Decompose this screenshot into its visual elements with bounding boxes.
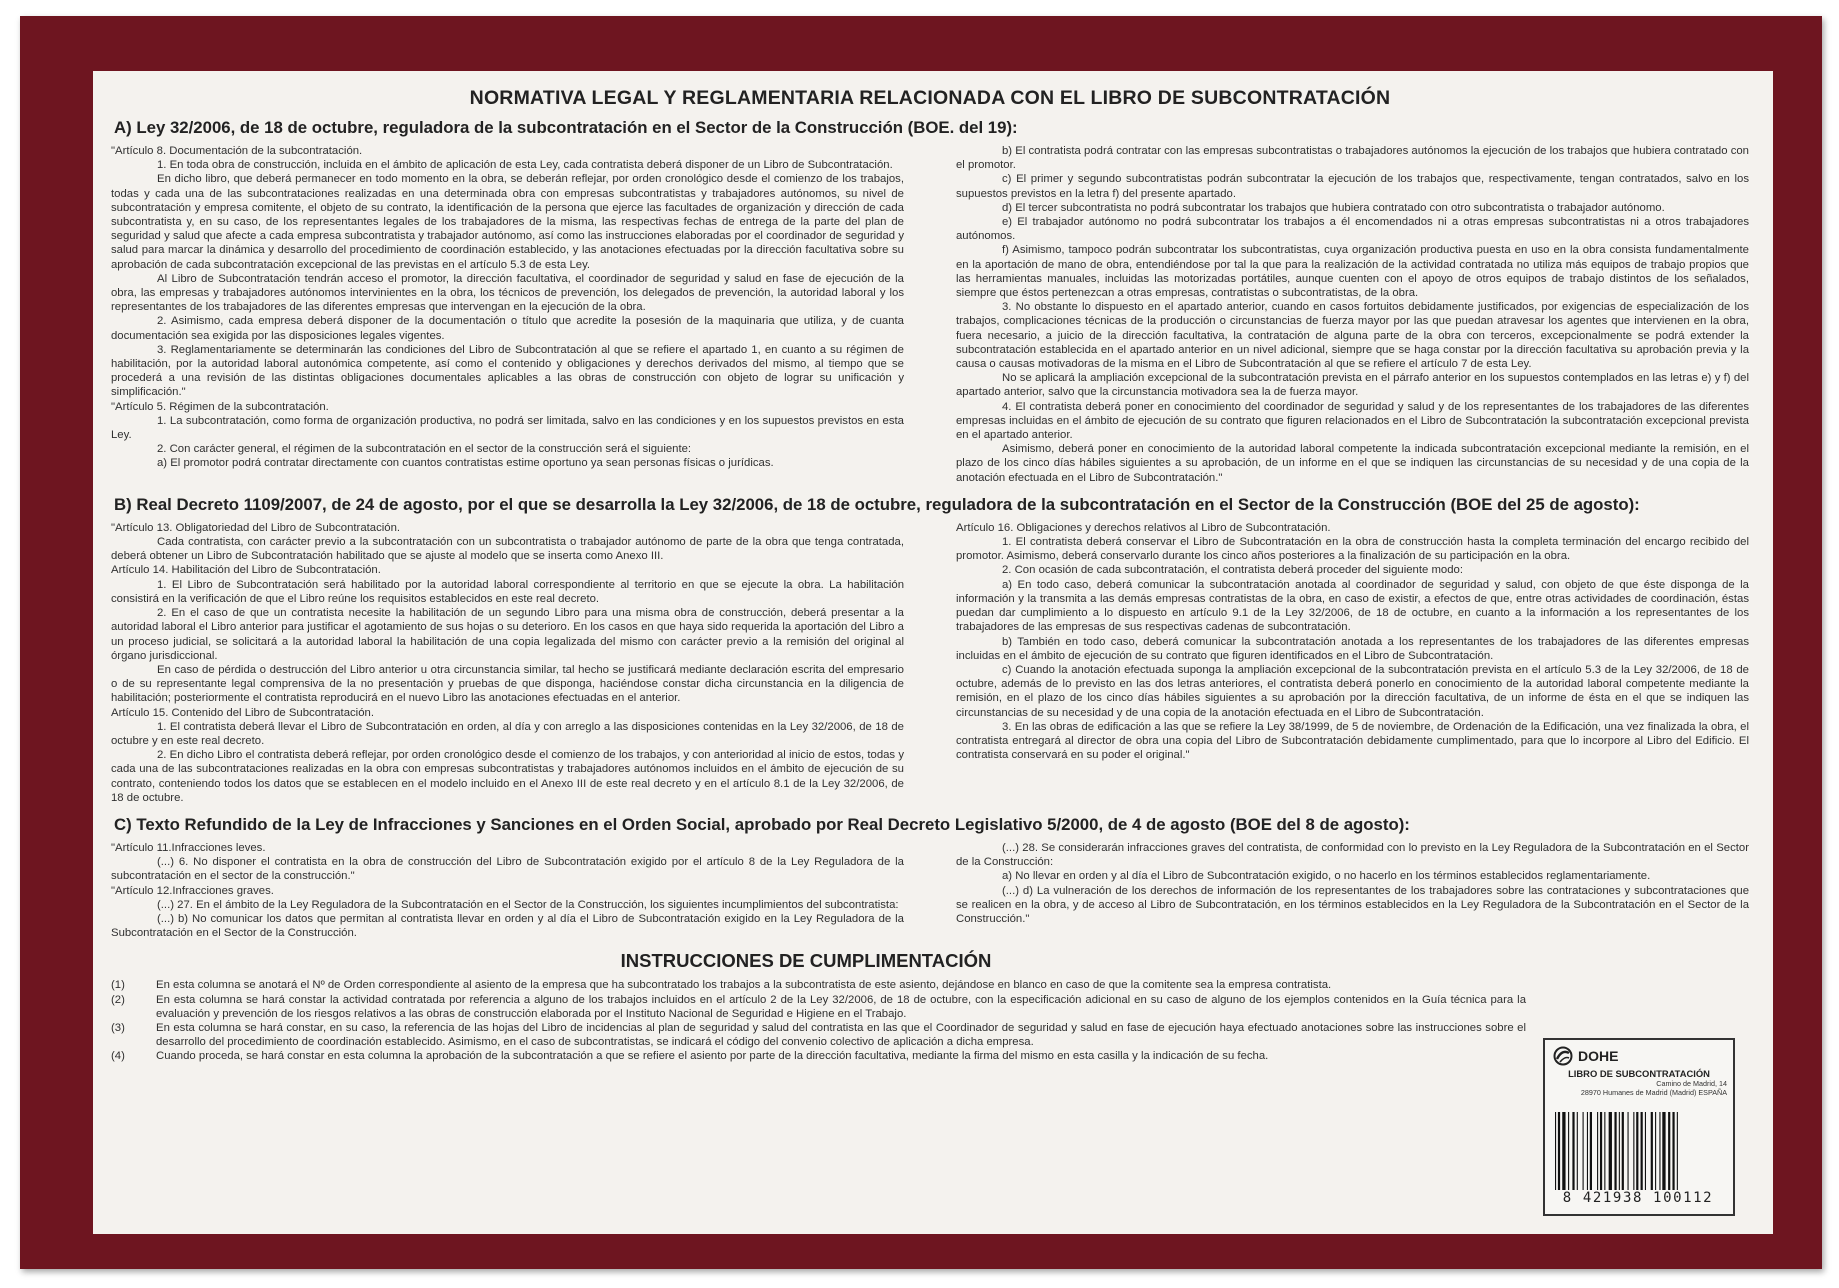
barcode-bar <box>1655 1112 1656 1190</box>
barcode-bar <box>1636 1112 1638 1190</box>
legal-paragraph: "Artículo 11.Infracciones leves. <box>111 841 266 854</box>
legal-paragraph: "Artículo 5. Régimen de la subcontratación. <box>111 400 329 413</box>
legal-paragraph: a) El promotor podrá contratar directamente con cuantos contratistas estime oportuno ya sean personas físicas o jurídicas. <box>157 457 774 470</box>
barcode-bar <box>1604 1112 1605 1190</box>
sheet-content <box>111 87 1749 1064</box>
barcode-bar <box>1662 1112 1665 1190</box>
barcode-bar <box>1562 1112 1565 1190</box>
legal-paragraph: (...) 27. En el ámbito de la Ley Reguladora de la Subcontratación en el Sector de la Construcción, los siguientes incumplimientos del subcontratista: <box>157 898 899 911</box>
legal-paragraph: 1. La subcontratación, como forma de organización productiva, no podrá ser limitada, salvo en las condiciones y en los supuestos previstos en esta Ley. <box>111 414 904 442</box>
legal-paragraph: Artículo 16. Obligaciones y derechos relativos al Libro de Subcontratación. <box>956 521 1331 534</box>
section-a <box>111 118 1749 485</box>
legal-paragraph: (...) d) La vulneración de los derechos de información de los representantes de los trabajadores sobre las contrataciones y subcontrataciones que se realicen en la obra, y de acceso al Libro de Subcontratación, en los términos establecidos en la Ley Reguladora de la Subcontratación en el Sector de la Construcción." <box>956 884 1749 925</box>
instruction-text: En esta columna se hará constar, en su caso, la referencia de las hojas del Libro de incidencias al plan de seguridad y salud del contratista en las que el Coordinador de seguridad y salud en fase de ejecución haya efectuado anotaciones sobre las instrucciones sobre el desarrollo del procedimiento de coordinación establecido. Asimismo, en el caso de subcontratistas, se indicará el código del convenio colectivo de aplicación a dicha empresa. <box>156 1021 1526 1049</box>
section-c-left-column <box>111 841 904 940</box>
instructions-title: INSTRUCCIONES DE CUMPLIMENTACIÓN <box>620 950 992 972</box>
instruction-text: Cuando proceda, se hará constar en esta columna la aprobación de la subcontratación a que se refiere el asiento por parte de la dirección facultativa, mediante la firma del mismo en esta casilla y la indicación de su fecha. <box>156 1050 1269 1063</box>
barcode-bar <box>1668 1112 1670 1190</box>
section-a-right-column <box>956 144 1749 485</box>
section-c-heading: C) Texto Refundido de la Ley de Infracciones y Sanciones en el Orden Social, aprobado por Real Decreto Legislativo 5/2000, de 4 de agosto (BOE del 8 de agosto): <box>114 814 1410 834</box>
legal-paragraph: 3. No obstante lo dispuesto en el apartado anterior, cuando en casos fortuitos debidamente justificados, por exigencias de especialización de los trabajos, complicaciones técnicas de la producción o circunstancias de fuerza mayor por las que puedan atravesar los agentes que intervienen en la obra, fuera necesario, a juicio de la dirección facultativa, la contratación de alguna parte de la obra con terceros, excepcionalmente se podrá extender la subcontratación establecida en el apartado anterior en un nivel adicional, siempre que se haga constar por la dirección facultativa su aprobación previa y la causa o causas motivadoras de la misma en el Libro de Subcontratación al que se refiere el artículo 7 de esta Ley. <box>956 301 1749 371</box>
instruction-number: (2) <box>111 993 125 1006</box>
instruction-number: (4) <box>111 1050 125 1063</box>
section-b-right-column <box>956 521 1749 805</box>
legal-paragraph: b) El contratista podrá contratar con las empresas subcontratistas o trabajadores autónomos la ejecución de los trabajos que hubiera contratado con el promotor. <box>956 145 1749 172</box>
legal-paragraph: 4. El contratista deberá poner en conocimiento del coordinador de seguridad y salud y de los representantes de los trabajadores de las diferentes empresas incluidas en el ámbito de ejecución de su contrato que figuren relacionados en el Libro de Subcontratación la subcontratación excepcional prevista en el apartado anterior. <box>956 400 1749 442</box>
barcode-bar <box>1622 1112 1624 1190</box>
section-c-right-column <box>956 841 1749 940</box>
instruction-text: En esta columna se hará constar la actividad contratada por referencia a alguno de los trabajos incluidos en el artículo 2 de la Ley 32/2006, de 18 de octubre, con la especificación adicional en su caso de alguno de los ejemplos contenidos en la Guía técnica para la evaluación y prevención de los riesgos relativos a las obras de construcción elaborada por el Instituto Nacional de Seguridad e Higiene en el Trabajo. <box>156 993 1526 1020</box>
brand-name: DOHE <box>1578 1048 1619 1064</box>
publisher-label <box>1543 1038 1735 1216</box>
barcode-bar <box>1677 1112 1678 1190</box>
section-b <box>111 495 1749 805</box>
instruction-text: En esta columna se anotará el Nº de Orden correspondiente al asiento de la empresa que ha subcontratado los trabajos a la subcontratista de este asiento, dejándose en blanco en caso de que la comitente sea la empresa contratista. <box>156 979 1332 992</box>
legal-paragraph: 1. En toda obra de construcción, incluida en el ámbito de aplicación de esta Ley, cada contratista deberá disponer de un Libro de Subcontratación. <box>157 159 893 172</box>
legal-paragraph: No se aplicará la ampliación excepcional de la subcontratación prevista en el párrafo anterior en los supuestos contemplados en las letras e) y f) del apartado anterior, salvo que la circunstancia motivadora sea la de fuerza mayor. <box>956 372 1749 399</box>
section-a-left-column <box>111 144 904 485</box>
barcode-icon <box>1551 1112 1723 1192</box>
legal-paragraph: a) No llevar en orden y al día el Libro de Subcontratación exigido, o no hacerlo en los términos establecidos reglamentariamente. <box>1002 870 1651 883</box>
legal-paragraph: 1. El Libro de Subcontratación será habilitado por la autoridad laboral correspondiente al territorio en que se ejecute la obra. La habilitación consistirá en la verificación de que el Libro reúne los requisitos establecidos en este real decreto. <box>111 578 904 605</box>
section-c <box>111 815 1749 940</box>
legal-paragraph: b) También en todo caso, deberá comunicar la subcontratación anotada a los representantes de los trabajadores de las diferentes empresas incluidas en el ámbito de ejecución de su contrato que figuren identificados en el Libro de Subcontratación. <box>956 635 1749 662</box>
barcode-bar <box>1641 1112 1643 1190</box>
legal-paragraph: "Artículo 12.Infracciones graves. <box>111 884 274 897</box>
legal-paragraph: c) Cuando la anotación efectuada suponga la ampliación excepcional de la subcontratación prevista en el artículo 5.3 de la Ley 32/2006, de 18 de octubre, además de lo previsto en las dos letras anteriores, el contratista deberá ponerlo en conocimiento de la autoridad laboral competente mediante la remisión, en el plazo de los cinco días hábiles siguientes a su aprobación por la dirección facultativa, de un informe de ésta en el que se indiquen las circunstancias de su necesidad y de una copia de la anotación efectuada en el Libro de Subcontratación. <box>956 663 1749 719</box>
barcode-bar <box>1577 1112 1578 1190</box>
book-cover <box>20 16 1822 1269</box>
legal-paragraph: 3. Reglamentariamente se determinarán las condiciones del Libro de Subcontratación al que se refiere el apartado 1, en cuanto a su régimen de habilitación, por la autoridad laboral autonómica competente, así como el contenido y obligaciones y derechos derivados del mismo, al tiempo que se procederá a una revisión de las distintas obligaciones documentales aplicables a las obras de construcción con objeto de lograr su unificación y simplificación." <box>111 343 904 399</box>
barcode-bar <box>1583 1112 1584 1190</box>
instruction-item <box>111 1021 1526 1049</box>
legal-paragraph: Al Libro de Subcontratación tendrán acceso el promotor, la dirección facultativa, el coordinador de seguridad y salud en fase de ejecución de la obra, las empresas y trabajadores autónomos intervinientes en la obra, los técnicos de prevención, los delegados de prevención, la autoridad laboral y los representantes de los trabajadores de las diferentes empresas que intervengan en la ejecución de la obra. <box>111 272 904 314</box>
barcode-bar <box>1558 1112 1560 1190</box>
legal-paragraph: (...) 28. Se considerarán infracciones graves del contratista, de conformidad con lo previsto en la Ley Reguladora de la Subcontratación en el Sector de la Construcción: <box>956 841 1749 869</box>
legal-paragraph: Cada contratista, con carácter previo a la subcontratación con un subcontratista o trabajador autónomo de parte de la obra que tenga contratada, deberá obtener un Libro de Subcontratación habilitado que se ajuste al modelo que se inserta como Anexo III. <box>111 536 904 563</box>
instructions-list <box>111 978 1526 1063</box>
barcode-bar <box>1609 1112 1612 1190</box>
legal-paragraph: c) El primer y segundo subcontratistas podrán subcontratar la ejecución de los trabajos que, respectivamente, tengan contratados, salvo en los supuestos previstos en la letra f) del presente apartado. <box>956 173 1749 200</box>
instruction-number: (1) <box>111 979 125 992</box>
page-title: NORMATIVA LEGAL Y REGLAMENTARIA RELACIONADA CON EL LIBRO DE SUBCONTRATACIÓN <box>469 87 1391 109</box>
barcode-bar <box>1633 1112 1634 1190</box>
address-line-1: Camino de Madrid, 14 <box>1656 1079 1727 1088</box>
barcode-bar <box>1651 1112 1653 1190</box>
section-a-heading: A) Ley 32/2006, de 18 de octubre, reguladora de la subcontratación en el Sector de la Construcción (BOE. del 19): <box>114 118 1018 137</box>
legal-paragraph: Asimismo, deberá poner en conocimiento de la autoridad laboral competente la indicada subcontratación excepcional mediante la remisión, en el plazo de los cinco días hábiles siguientes a su aprobación, de un informe en el que se indiquen las circunstancias de su necesidad y de una copia de la anotación efectuada en el Libro de Subcontratación." <box>956 443 1749 484</box>
barcode-bar <box>1568 1112 1569 1190</box>
legal-paragraph: (...) b) No comunicar los datos que permitan al contratista llevar en orden y al día el Libro de Subcontratación exigido en la Ley Reguladora de la Subcontratación en el Sector de la Construcción. <box>111 912 904 940</box>
barcode-bar <box>1672 1112 1674 1190</box>
barcode-bar <box>1659 1112 1660 1190</box>
legal-paragraph: (...) 6. No disponer el contratista en la obra de construcción del Libro de Subcontratación exigido por el artículo 8 de la Ley Reguladora de la subcontratación en el sector de la construcción." <box>111 856 904 883</box>
legal-paragraph: e) El trabajador autónomo no podrá subcontratar los trabajos a él encomendados ni a otras empresas subcontratistas ni a otros trabajadores autónomos. <box>956 216 1749 243</box>
section-b-heading: B) Real Decreto 1109/2007, de 24 de agosto, por el que se desarrolla la Ley 32/2006, de 18 de octubre, reguladora de la subcontratación en el Sector de la Construcción (BOE del 25 de agosto): <box>114 494 1640 514</box>
section-b-left-column <box>111 521 904 805</box>
barcode-bar <box>1572 1112 1574 1190</box>
legal-paragraph: 2. Asimismo, cada empresa deberá disponer de la documentación o título que acredite la posesión de la maquinaria que utiliza, y de cuanta documentación sea exigida por las disposiciones legales vigentes. <box>111 315 904 342</box>
barcode-bar <box>1590 1112 1592 1190</box>
barcode-bar <box>1619 1112 1620 1190</box>
legal-paragraph: 1. El contratista deberá llevar el Libro de Subcontratación en orden, al día y con arreglo a las disposiciones contenidas en la Ley 32/2006, de 18 de octubre y en este real decreto. <box>111 720 904 747</box>
legal-paragraph: "Artículo 13. Obligatoriedad del Libro de Subcontratación. <box>111 521 401 534</box>
instruction-number: (3) <box>111 1021 125 1034</box>
legal-paragraph: 3. En las obras de edificación a las que se refiere la Ley 38/1999, de 5 de noviembre, de Ordenación de la Edificación, una vez finalizada la obra, el contratista entregará al director de obra una copia del Libro de Subcontratación debidamente cumplimentado, para que lo incorpore al Libro del Edificio. El contratista conservará en su poder el original." <box>956 720 1749 762</box>
legal-paragraph: f) Asimismo, tampoco podrán subcontratar los subcontratistas, cuya organización productiva puesta en uso en la obra consista fundamentalmente en la aportación de mano de obra, entendiéndose por tal la que para la realización de la actividad contratada no utiliza más equipos de trabajo propios que las herramientas manuales, incluidas las motorizadas portátiles, aunque cuenten con el apoyo de otros equipos de trabajo distintos de los señalados, siempre que éstos pertenezcan a otras empresas, contratistas o subcontratistas, de la obra. <box>956 244 1749 300</box>
barcode-bar <box>1587 1112 1588 1190</box>
legal-paragraph: Artículo 15. Contenido del Libro de Subcontratación. <box>111 706 374 719</box>
legal-paragraph: 2. En el caso de que un contratista necesite la habilitación de un segundo Libro para una misma obra de construcción, deberá presentar a la autoridad laboral el Libro anterior para justificar el agotamiento de sus hojas o su deterioro. En los casos en que haya sido requerida la aportación del Libro a un proceso judicial, se solicitará a la autoridad laboral la habilitación de una copia legalizada del mismo con carácter previo a la remisión del original al órgano jurisdiccional. <box>111 607 904 662</box>
product-name: LIBRO DE SUBCONTRATACIÓN <box>1568 1068 1710 1079</box>
legal-paragraph: En caso de pérdida o destrucción del Libro anterior u otra circunstancia similar, tal hecho se justificará mediante declaración escrita del empresario o de su representante legal comprensiva de la no presentación y pruebas de que disponga, haciéndose constar dicha circunstancia en la diligencia de habilitación; posteriormente el contratista reproducirá en el nuevo Libro las anotaciones efectuadas en el anterior. <box>111 663 904 705</box>
instruction-item <box>111 1049 1526 1063</box>
legal-paragraph: d) El tercer subcontratista no podrá subcontratar los trabajos que hubiera contratado con otro subcontratista o trabajador autónomo. <box>1002 201 1665 214</box>
legal-paragraph: 2. En dicho Libro el contratista deberá reflejar, por orden cronológico desde el comienzo de los trabajos, y con anterioridad al inicio de estos, todas y cada una de las subcontrataciones realizadas en la obra con empresas subcontratistas y trabajadores autónomos incluidos en el ámbito de ejecución de su contrato, conteniendo todos los datos que se establecen en el modelo incluido en el Anexo III de este real decreto y en el artículo 8.1 de la Ley 32/2006, de 18 de octubre. <box>111 749 904 804</box>
instruction-item <box>111 993 1526 1021</box>
legal-paragraph: "Artículo 8. Documentación de la subcontratación. <box>111 145 363 157</box>
printed-sheet <box>93 71 1773 1234</box>
barcode-bar <box>1555 1112 1556 1190</box>
legal-paragraph: 2. Con ocasión de cada subcontratación, el contratista deberá proceder del siguiente modo: <box>1002 564 1463 577</box>
barcode-number: 8 421938 100112 <box>1562 1190 1714 1206</box>
address-line-2: 28970 Humanes de Madrid (Madrid) ESPAÑA <box>1580 1088 1727 1097</box>
legal-paragraph: 2. Con carácter general, el régimen de la subcontratación en el sector de la construcción será el siguiente: <box>157 443 692 456</box>
legal-paragraph: 1. El contratista deberá conservar el Libro de Subcontratación en la obra de construcción hasta la completa terminación del encargo recibido del promotor. Asimismo, deberá conservarlo durante los cinco años posteriores a la finalización de su participación en la obra. <box>956 536 1749 563</box>
barcode-bar <box>1600 1112 1602 1190</box>
legal-paragraph: En dicho libro, que deberá permanecer en todo momento en la obra, se deberán reflejar, por orden cronológico desde el comienzo de los trabajos, todas y cada una de las subcontrataciones realizadas en una determinada obra con empresas subcontratistas y trabajadores autónomos, su nivel de subcontratación y empresa comitente, el objeto de su contrato, la identificación de la persona que ejerce las facultades de organización y dirección de cada subcontratista y, en su caso, de los representantes legales de los trabajadores de la misma, las respectivas fechas de entrega de la parte del plan de seguridad y salud que afecte a cada empresa subcontratista y trabajador autónomo, así como las instrucciones elaboradas por el coordinador de seguridad y salud para marcar la dinámica y desarrollo del procedimiento de coordinación establecido, y las anotaciones efectuadas por la dirección facultativa sobre su aprobación de cada subcontratación excepcional de las previstas en el artículo 5.3 de esta Ley. <box>111 173 904 271</box>
barcode-bar <box>1645 1112 1646 1190</box>
barcode-bar <box>1614 1112 1616 1190</box>
dohe-logo-icon <box>1553 1046 1573 1066</box>
legal-paragraph: a) En todo caso, deberá comunicar la subcontratación anotada al coordinador de seguridad y salud, con objeto de que éste disponga de la información y la transmita a las demás empresas contratistas de la obra, en caso de existir, a efectos de que, entre otras actividades de coordinación, éstas puedan dar cumplimiento a lo dispuesto en artículo 9.1 de la Ley 32/2006, de 18 de octubre, en cuanto a la información a los representantes de los trabajadores de las empresas de sus respectivas cadenas de subcontratación. <box>956 578 1749 634</box>
instruction-item <box>111 978 1526 992</box>
barcode-bar <box>1597 1112 1598 1190</box>
barcode-bar <box>1628 1112 1629 1190</box>
legal-paragraph: Artículo 14. Habilitación del Libro de Subcontratación. <box>111 564 381 577</box>
